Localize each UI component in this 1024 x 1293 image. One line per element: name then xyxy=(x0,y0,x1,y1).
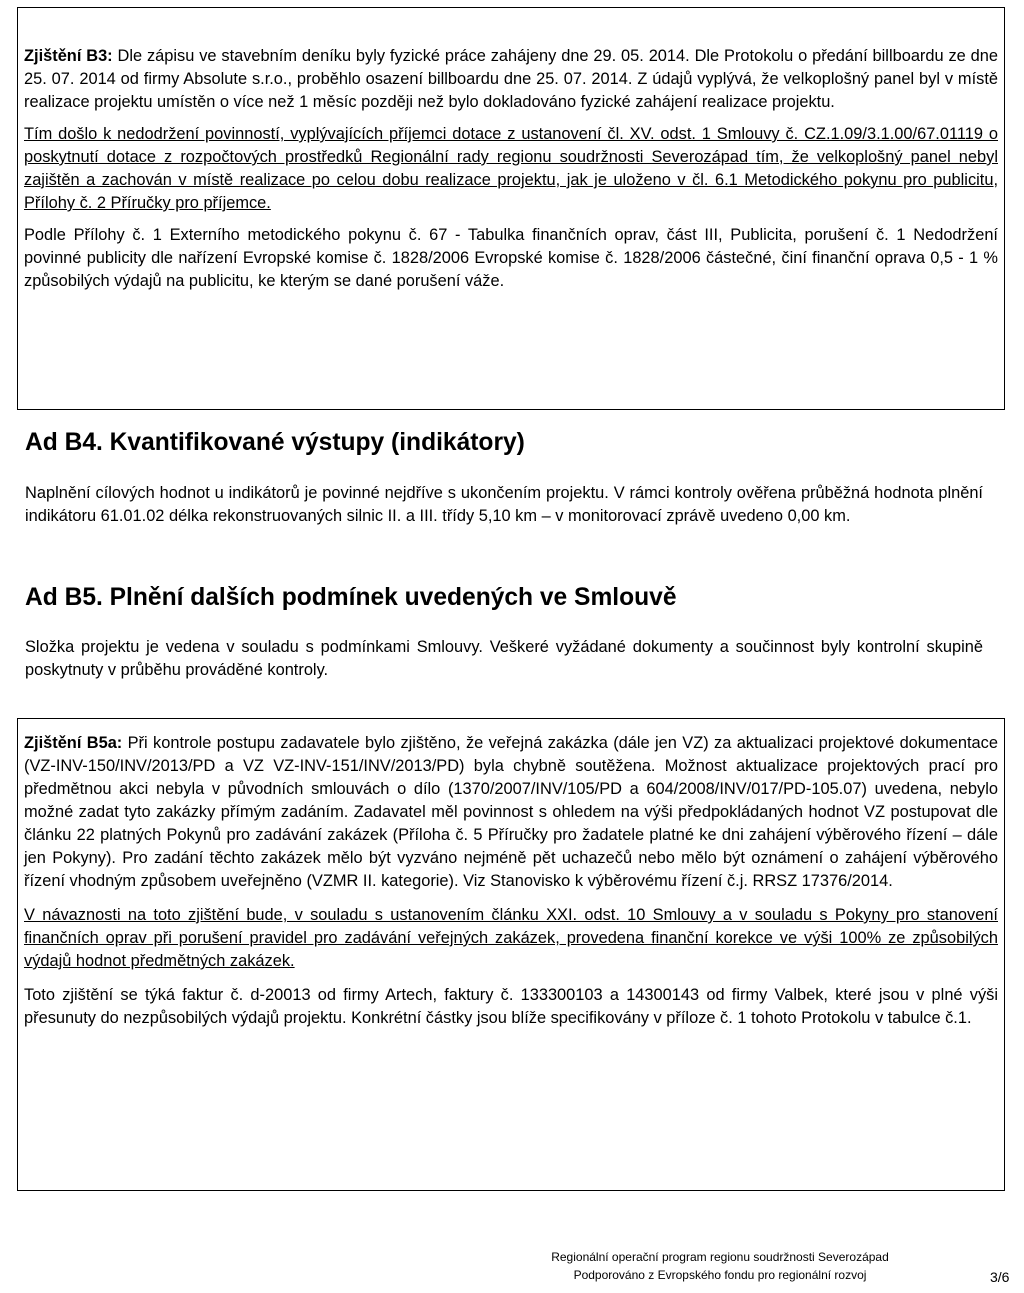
finding-b5a-label: Zjištění B5a: xyxy=(24,734,123,752)
finding-b3-box xyxy=(17,7,1005,410)
finding-b3-conclusion: Tím došlo k nedodržení povinností, vyplývajících příjemci dotace z ustanovení čl. XV. odst. 1 Smlouvy č. CZ.1.09/3.1.00/67.01119 o poskytnutí dotace z rozpočtových prostředků Regionální rady regionu soudržnosti Severozápad tím, že velkoplošný panel nebyl zajištěn a zachován v místě realizace po celou dobu realizace projektu, jak je uloženo v čl. 6.1 Metodického pokynu pro publicitu, Přílohy č. 2 Příručky pro příjemce. xyxy=(24,125,998,212)
page-number: 3/6 xyxy=(990,1269,1010,1285)
finding-b5a-invoices: Toto zjištění se týká faktur č. d-20013 od firmy Artech, faktury č. 133300103 a 14300143 od firmy Valbek, které jsou v plné výši přesunuty do nezpůsobilých výdajů projektu. Konkrétní částky jsou blíže specifikovány v příloze č. 1 tohoto Protokolu v tabulce č.1. xyxy=(24,986,998,1027)
footer-line-2: Podporováno z Evropského fondu pro regionální rozvoj xyxy=(573,1268,867,1282)
finding-b3-paragraph xyxy=(24,45,998,114)
finding-b5a-box xyxy=(17,718,1005,1191)
section-b5-text: Složka projektu je vedena v souladu s podmínkami Smlouvy. Veškeré vyžádané dokumenty a součinnost byly kontrolní skupině poskytnuty v průběhu prováděné kontroly. xyxy=(25,638,983,679)
finding-b5a-paragraph xyxy=(24,732,998,893)
finding-b3-correction: Podle Přílohy č. 1 Externího metodického pokynu č. 67 - Tabulka finančních oprav, část III, Publicita, porušení č. 1 Nedodržení povinné publicity dle nařízení Evropské komise č. 1828/2006 Evropské komise č. 1828/2006 částečné, činí finanční oprava 0,5 - 1 % způsobilých výdajů na publicitu, ke kterým se dané porušení váže. xyxy=(24,226,998,290)
finding-b5a-text: Při kontrole postupu zadavatele bylo zjištěno, že veřejná zakázka (dále jen VZ) za aktualizaci projektové dokumentace (VZ-INV-150/INV/2013/PD a VZ VZ-INV-151/INV/2013/PD) byla chybně soutěžena. Možnost aktualizace projektových prací pro předmětnou akci nebyla v původních smlouvách o dílo (1370/2007/INV/105/PD a 604/2008/INV/017/PD-105.07) uvedena, nebylo možné zadat tyto zakázky přímým zadáním. Zadavatel měl povinnost s ohledem na výši předpokládaných hodnot VZ postupovat dle článku 22 platných Pokynů pro zadávání zakázek (Příloha č. 5 Příručky pro žadatele platné ke dni zahájení výběrového řízení – dále jen Pokyny). Pro zadání těchto zakázek mělo být vyzváno nejméně pět uchazečů nebo mělo být oznámení o zahájení výběrového řízení vhodným způsobem uveřejněno (VZMR II. kategorie). Viz Stanovisko k výběrovému řízení č.j. RRSZ 17376/2014. xyxy=(24,734,998,890)
section-b5-heading: Ad B5. Plnění dalších podmínek uvedených ve Smlouvě xyxy=(25,584,677,611)
finding-b3-text: Dle zápisu ve stavebním deníku byly fyzické práce zahájeny dne 29. 05. 2014. Dle Protokolu o předání billboardu ze dne 25. 07. 2014 od firmy Absolute s.r.o., proběhlo osazení billboardu dne 25. 07. 2014. Z údajů vyplývá, že velkoplošný panel byl v místě realizace projektu umístěn o více než 1 měsíc později než bylo dokladováno fyzické zahájení realizace projektu. xyxy=(24,47,998,111)
section-b4-heading: Ad B4. Kvantifikované výstupy (indikátory) xyxy=(25,429,525,456)
section-b4-text: Naplnění cílových hodnot u indikátorů je povinné nejdříve s ukončením projektu. V rámci kontroly ověřena průběžná hodnota plnění indikátoru 61.01.02 délka rekonstruovaných silnic II. a III. třídy 5,10 km – v monitorovací zprávě uvedeno 0,00 km. xyxy=(25,484,983,525)
finding-b5a-correction: V návaznosti na toto zjištění bude, v souladu s ustanovením článku XXI. odst. 10 Smlouvy a v souladu s Pokyny pro stanovení finančních oprav při porušení pravidel pro zadávání veřejných zakázek, provedena finanční korekce ve výši 100% ze způsobilých výdajů hodnot předmětných zakázek. xyxy=(24,906,998,970)
footer-line-1: Regionální operační program regionu soudržnosti Severozápad xyxy=(551,1250,889,1264)
finding-b3-label: Zjištění B3: xyxy=(24,47,113,65)
